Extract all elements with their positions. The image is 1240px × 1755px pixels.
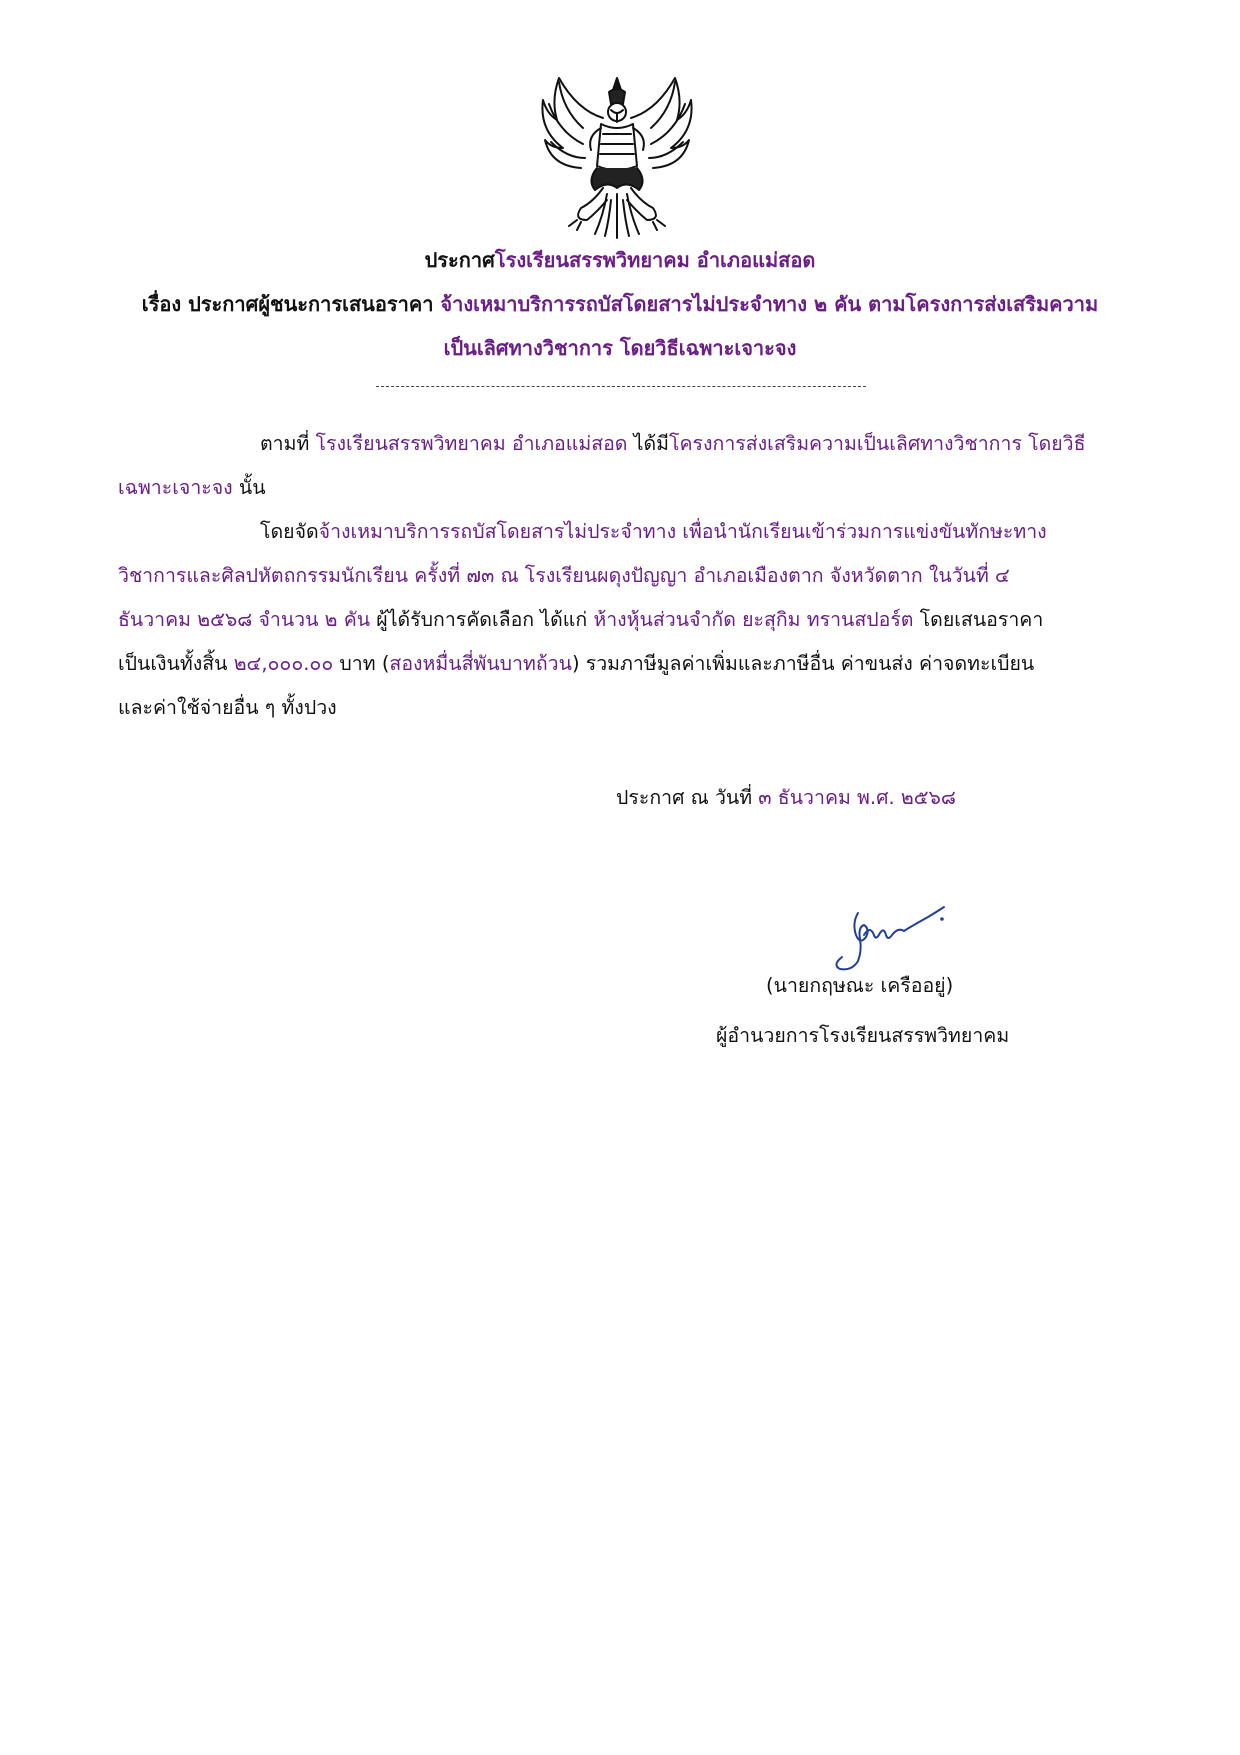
text: ) รวมภาษีมูลค่าเพิ่มและภาษีอื่น ค่าขนส่ง ค่าจดทะเบียน [571,652,1035,675]
subject-text-cont: เป็นเลิศทางวิชาการ โดยวิธีเฉพาะเจาะจง [443,336,797,360]
text: เป็นเงินทั้งสิ้น [118,652,234,675]
text: โดยเสนอราคา [913,608,1044,631]
price-amount: ๒๔,๐๐๐.๐๐ [233,652,334,675]
announcement-date: ๓ ธันวาคม พ.ศ. ๒๕๖๘ [758,786,956,809]
project-method: เฉพาะเจาะจง [118,476,233,499]
date-prefix: ประกาศ ณ วันที่ [616,786,759,809]
subject-line-1 [100,290,1140,318]
handwritten-signature [818,905,950,977]
paragraph-2-line-5 [118,694,337,722]
event-date-qty: ธันวาคม ๒๕๖๘ จำนวน ๒ คัน [118,608,371,631]
subject-text: จ้างเหมาบริการรถบัสโดยสารไม่ประจำทาง ๒ คัน ตามโครงการส่งเสริมความ [440,292,1099,316]
subject-prefix: เรื่อง ประกาศผู้ชนะการเสนอราคา [141,292,441,316]
signatory-position: ผู้อำนวยการโรงเรียนสรรพวิทยาคม [716,1024,1010,1047]
paragraph-2-line-4 [118,650,1034,678]
paragraph-2-line-1 [260,518,1047,546]
text: บาท ( [333,652,390,675]
winner-name: ห้างหุ้นส่วนจำกัด ยะสุกิม ทรานสปอร์ต [593,608,914,631]
title-prefix: ประกาศ [424,248,495,272]
text: โดยจัด [260,520,319,543]
project-name: โครงการส่งเสริมความเป็นเลิศทางวิชาการ โดยวิธี [669,432,1086,455]
text: ได้มี [627,432,669,455]
announcement-date-line [616,784,956,812]
subject-line-2 [100,334,1140,362]
service-description: จ้างเหมาบริการรถบัสโดยสารไม่ประจำทาง เพื่อนำนักเรียนเข้าร่วมการแข่งขันทักษะทาง [318,520,1047,543]
paragraph-1-line-2 [118,474,266,502]
paragraph-2-line-2 [118,562,1010,590]
paragraph-2-line-3 [118,606,1043,634]
text: ผู้ได้รับการคัดเลือก ได้แก่ [370,608,594,631]
text: และค่าใช้จ่ายอื่น ๆ ทั้งปวง [118,696,337,719]
event-description: วิชาการและศิลปหัตถกรรมนักเรียน ครั้งที่ ๗๓ ณ โรงเรียนผดุงปัญญา อำเภอเมืองตาก จังหวัดตาก ในวันที่ ๔ [118,564,1010,587]
price-in-words: สองหมื่นสี่พันบาทถ้วน [389,652,572,675]
text: นั้น [232,476,266,499]
announcement-title [100,246,1140,274]
paragraph-1-line-1 [260,430,1086,458]
text: ตามที่ [260,432,316,455]
garuda-emblem-icon [537,70,697,242]
signatory-name: (นายกฤษณะ เครืออยู่) [766,974,954,997]
header-divider [376,386,866,387]
school-name: โรงเรียนสรรพวิทยาคม อำเภอแม่สอด [494,248,816,272]
school-name-ref: โรงเรียนสรรพวิทยาคม อำเภอแม่สอด [315,432,628,455]
